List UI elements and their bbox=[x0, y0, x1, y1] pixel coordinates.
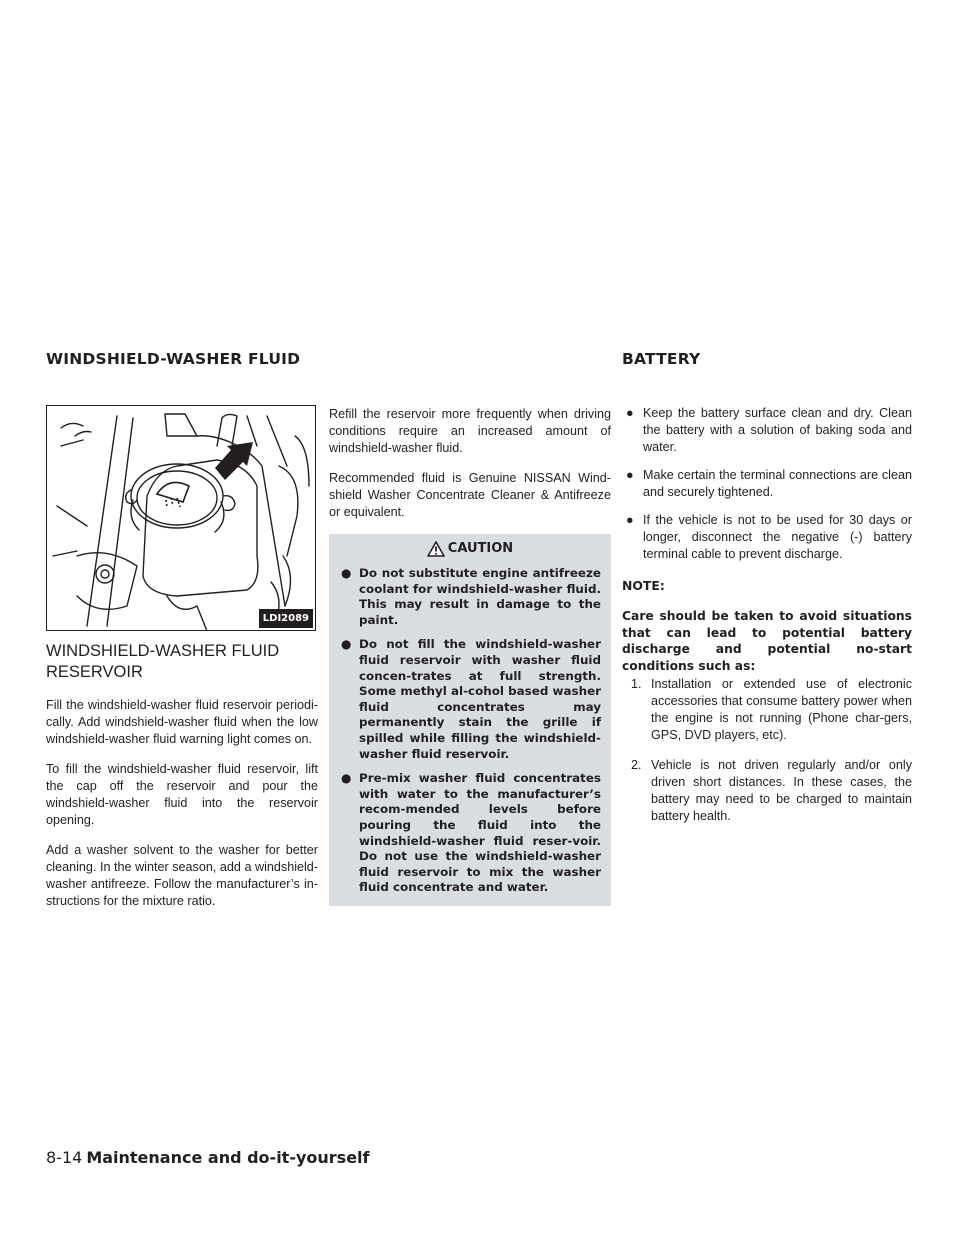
numbered-item bbox=[631, 757, 912, 825]
bullet-icon: ● bbox=[626, 513, 634, 527]
figure-id-label: LDI2089 bbox=[259, 609, 313, 628]
item-number: 2. bbox=[631, 758, 642, 772]
caution-title bbox=[339, 540, 601, 557]
bullet-icon: ● bbox=[341, 637, 352, 652]
note-label: NOTE: bbox=[622, 578, 665, 593]
warning-triangle-icon bbox=[427, 541, 445, 557]
numbered-item-text: Vehicle is not driven regularly and/or only driven short distances. In these cases, the battery may need to be charged to maintain battery health. bbox=[651, 758, 912, 823]
numbered-item-text: Installation or extended use of electronic accessories that consume battery power when the engine is not running (Phone char-gers, GPS, DVD players, etc). bbox=[651, 677, 912, 742]
list-item-text: Make certain the terminal connections are clean and securely tightened. bbox=[643, 468, 912, 499]
list-item bbox=[622, 467, 912, 501]
paragraph: Refill the reservoir more frequently when driving conditions require an increased amount of windshield-washer fluid. bbox=[329, 407, 611, 455]
reservoir-subheading: WINDSHIELD-WASHER FLUID RESERVOIR bbox=[46, 642, 280, 681]
caution-item-text: Do not substitute engine antifreeze coolant for windshield-washer fluid. This may result in damage to the paint. bbox=[359, 566, 601, 627]
reservoir-line-drawing bbox=[47, 406, 316, 631]
chapter-title: Maintenance and do-it-yourself bbox=[86, 1148, 370, 1167]
caution-box bbox=[329, 534, 611, 906]
caution-item-text: Pre-mix washer fluid concentrates with water to the manufacturer’s recom-mended levels before pouring the fluid into the windshield-washer fluid reser-voir. Do not use the windshield-washer fluid reservoir to mix the washer fluid concentrate and water. bbox=[359, 771, 601, 895]
page-footer bbox=[46, 1148, 369, 1167]
section-heading-battery: BATTERY bbox=[622, 350, 701, 368]
bullet-icon: ● bbox=[626, 406, 634, 420]
caution-item-text: Do not fill the windshield-washer fluid reservoir with washer fluid concen-trates at full strength. Some methyl al-cohol based washer fluid concentrates may permanently stain the grille if spilled while filling the windshield-washer fluid reservoir. bbox=[359, 637, 601, 761]
paragraph: Recommended fluid is Genuine NISSAN Wind-shield Washer Concentrate Cleaner & Antifreeze or equivalent. bbox=[329, 471, 611, 519]
item-number: 1. bbox=[631, 677, 642, 691]
page-number: 8-14 bbox=[46, 1148, 83, 1167]
column-refill bbox=[329, 406, 611, 906]
caution-item bbox=[339, 637, 601, 762]
list-item bbox=[622, 512, 912, 563]
caution-title-text: CAUTION bbox=[447, 541, 514, 556]
paragraph: Add a washer solvent to the washer for better cleaning. In the winter season, add a windshield-washer antifreeze. Follow the manufacturer’s in-structions for the mixture ratio. bbox=[46, 843, 318, 908]
note-text: Care should be taken to avoid situations that can lead to potential battery discharge and potential no-start conditions such as: bbox=[622, 609, 912, 673]
bullet-icon: ● bbox=[626, 468, 634, 482]
column-washer-fluid bbox=[46, 405, 318, 923]
reservoir-illustration bbox=[46, 405, 316, 631]
bullet-icon: ● bbox=[341, 566, 352, 580]
column-battery bbox=[622, 405, 912, 838]
paragraph: Fill the windshield-washer fluid reservoir periodi-cally. Add windshield-washer fluid when the low windshield-washer fluid warning light comes on. bbox=[46, 698, 318, 746]
list-item-text: If the vehicle is not to be used for 30 days or longer, disconnect the negative (-) battery terminal cable to prevent discharge. bbox=[643, 513, 912, 561]
list-item bbox=[622, 405, 912, 456]
windshield-washer-symbol-icon bbox=[157, 482, 189, 507]
numbered-item bbox=[631, 676, 912, 744]
caution-item bbox=[339, 771, 601, 896]
list-item-text: Keep the battery surface clean and dry. Clean the battery with a solution of baking soda and water. bbox=[643, 406, 912, 454]
caution-item bbox=[339, 566, 601, 628]
paragraph: To fill the windshield-washer fluid reservoir, lift the cap off the reservoir and pour the windshield-washer fluid into the reservoir opening. bbox=[46, 762, 318, 827]
bullet-icon: ● bbox=[341, 771, 352, 786]
section-heading-washer-fluid: WINDSHIELD-WASHER FLUID bbox=[46, 350, 301, 368]
